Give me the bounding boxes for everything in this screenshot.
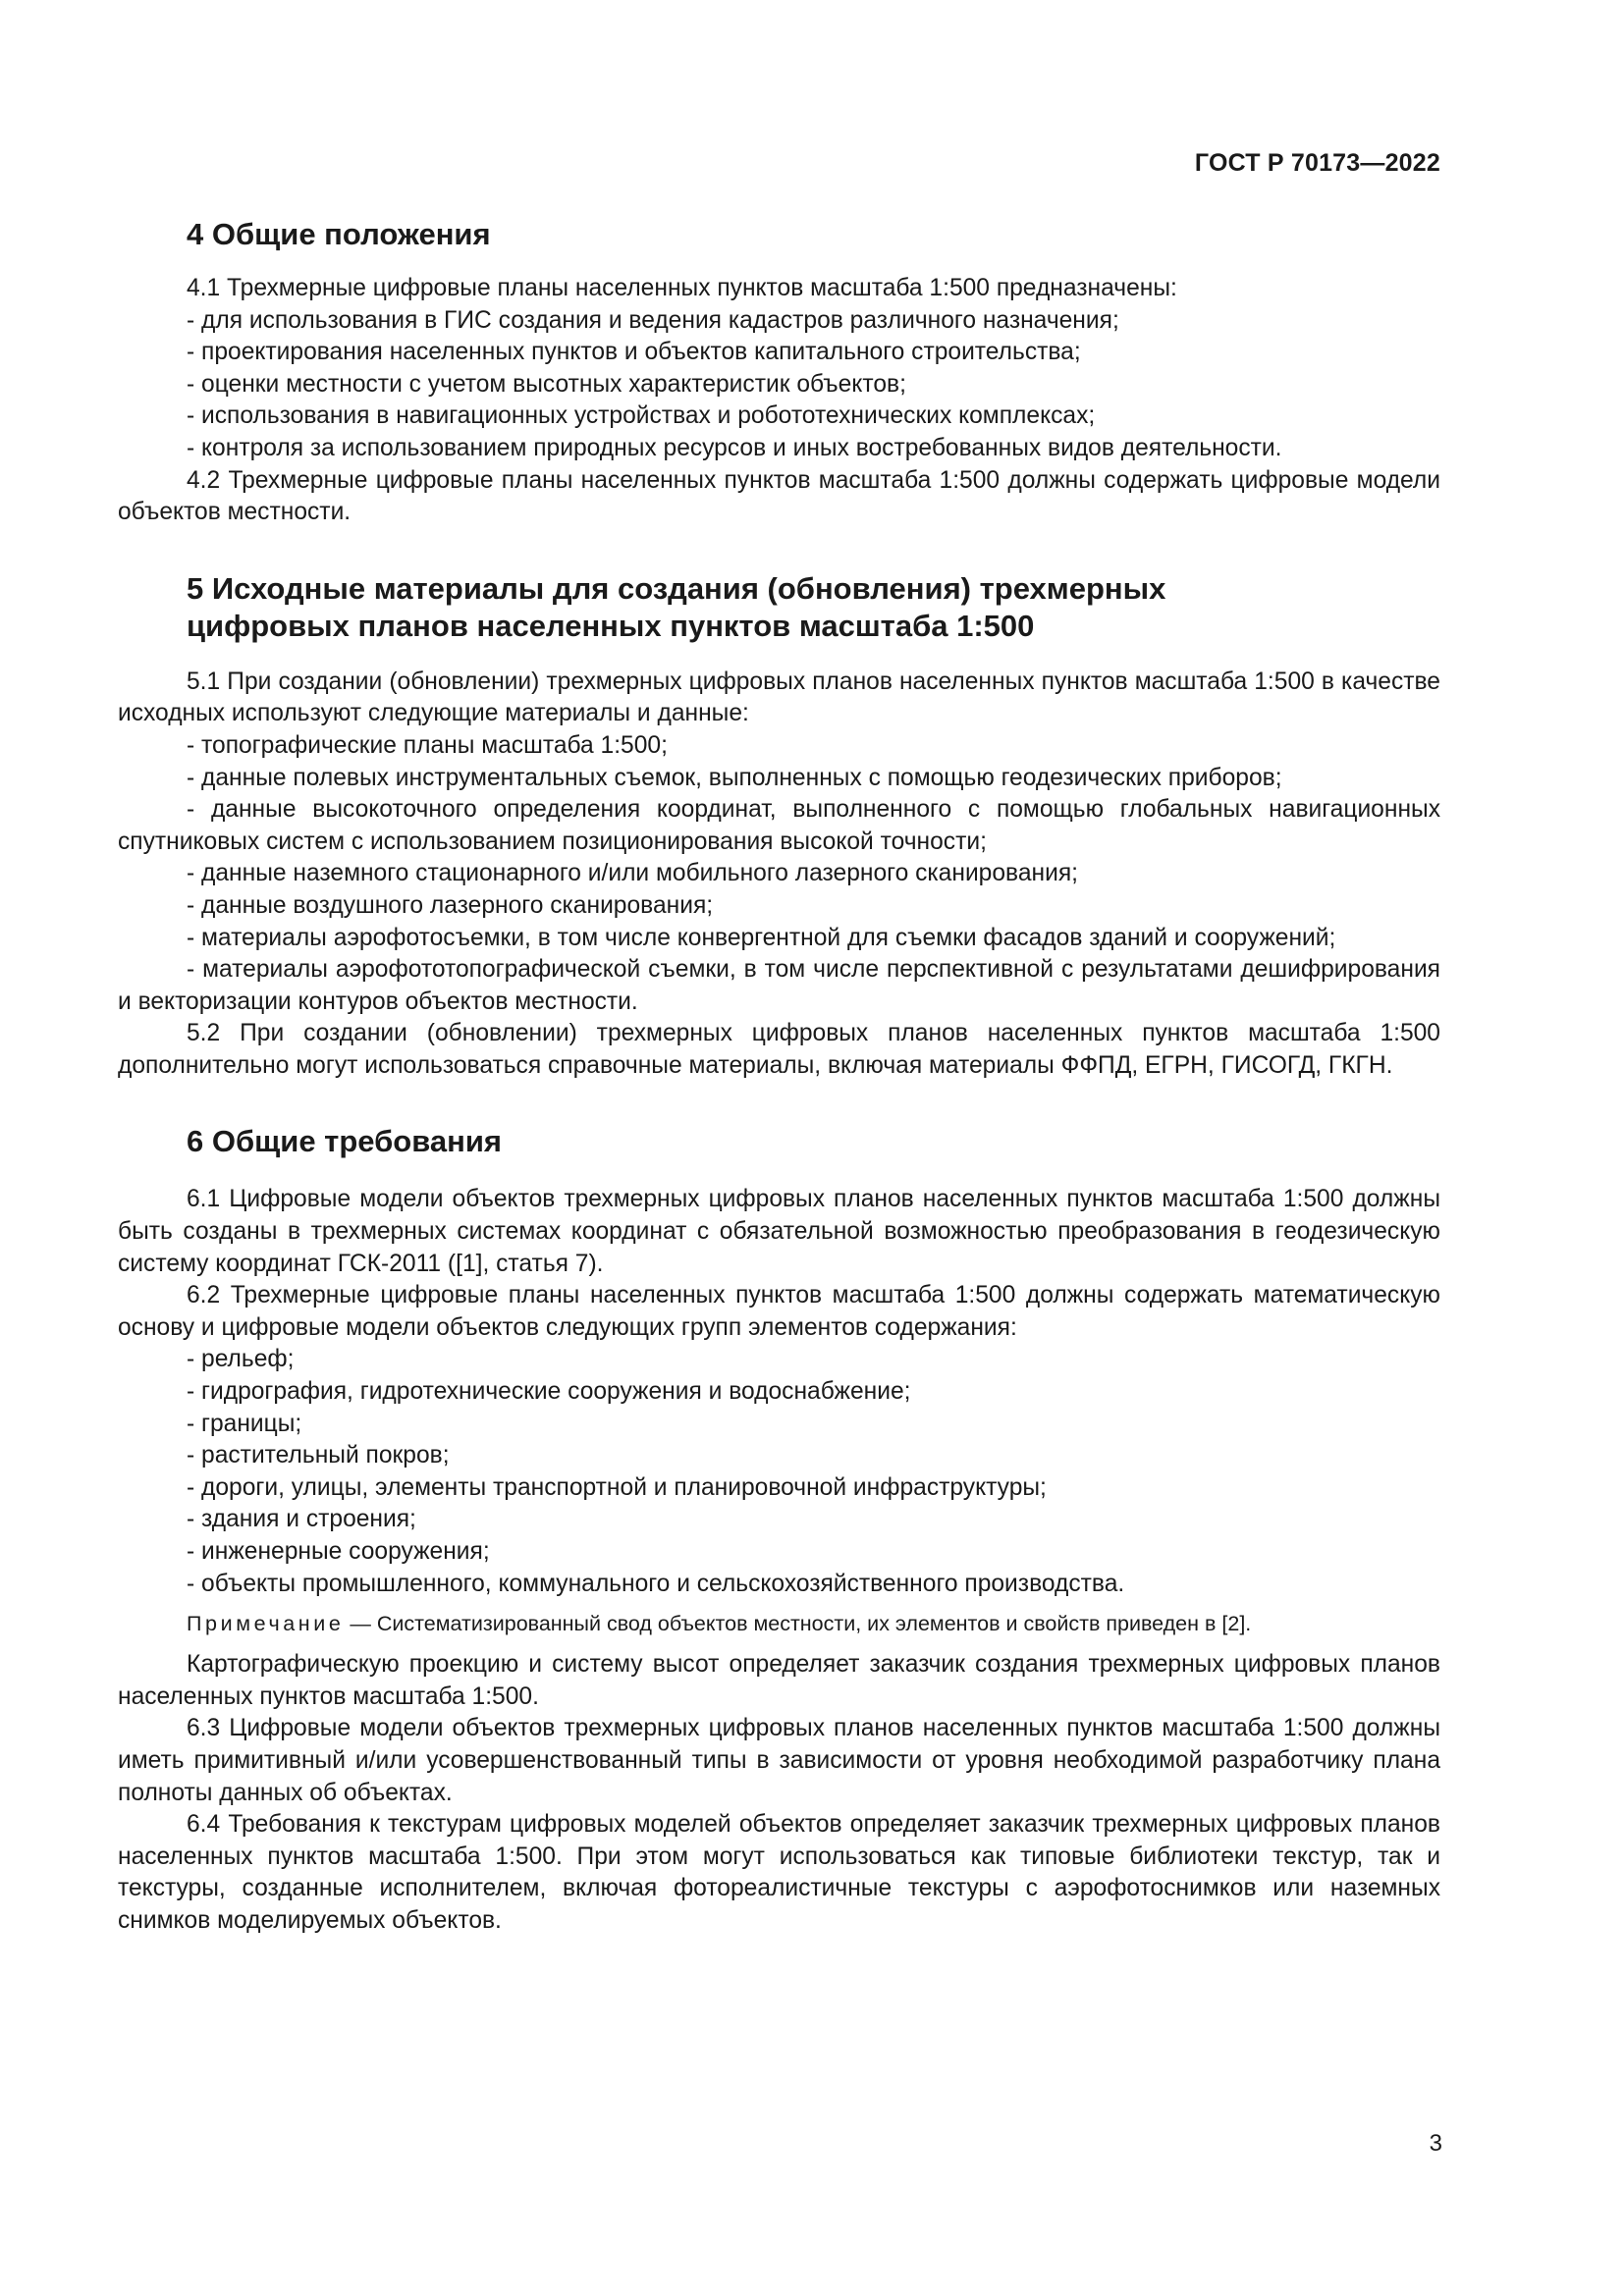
note (118, 1608, 1440, 1639)
list-item: - проектирования населенных пунктов и объектов капитального строительства; (187, 339, 1081, 366)
list-item: - растительный покров; (187, 1442, 450, 1469)
list-item: - оценки местности с учетом высотных характеристик объектов; (187, 370, 906, 398)
page-number: 3 (1429, 2130, 1442, 2157)
document-body (118, 216, 1440, 1938)
list-item: - для использования в ГИС создания и ведения кадастров различного назначения; (187, 306, 1119, 334)
section-5-heading (118, 570, 1440, 645)
list-item: - гидрография, гидротехнические сооружения и водоснабжение; (187, 1378, 911, 1406)
paragraph-projection: Картографическую проекцию и систему высот определяет заказчик создания трехмерных цифровых планов населенных пунктов масштаба 1:500. (118, 1651, 1440, 1710)
section-6-heading: 6 Общие требования (187, 1124, 502, 1159)
section-4-heading: 4 Общие положения (187, 217, 491, 251)
paragraph-6-4: 6.4 Требования к текстурам цифровых моделей объектов определяет заказчик трехмерных цифровых планов населенных пунктов масштаба 1:500. При этом могут использоваться как типовые библиотеки текстур, так и текстуры, созданные исполнителем, включая фотореалистичные текстуры с аэрофотоснимков или наземных снимков моделируемых объектов. (118, 1811, 1440, 1934)
list-item: - данные наземного стационарного и/или мобильного лазерного сканирования; (187, 860, 1078, 887)
list-item: - рельеф; (187, 1346, 295, 1373)
list-item: - материалы аэрофотосъемки, в том числе конвергентной для съемки фасадов зданий и сооружений; (187, 924, 1336, 951)
section-5-heading-line-1: 5 Исходные материалы для создания (обновления) трехмерных (187, 570, 1166, 606)
paragraph-6-1: 6.1 Цифровые модели объектов трехмерных цифровых планов населенных пунктов масштаба 1:500 должны быть созданы в трехмерных системах координат с обязательной возможностью преобразования в геодезическую систему координат ГСК-2011 ([1], статья 7). (118, 1186, 1440, 1277)
paragraph-6-2: 6.2 Трехмерные цифровые планы населенных пунктов масштаба 1:500 должны содержать математическую основу и цифровые модели объектов следующих групп элементов содержания: (118, 1282, 1440, 1341)
list-item: - топографические планы масштаба 1:500; (187, 731, 668, 759)
document-code-header: ГОСТ Р 70173—2022 (1194, 149, 1440, 177)
paragraph-4-2: 4.2 Трехмерные цифровые планы населенных пунктов масштаба 1:500 должны содержать цифровые модели объектов местности. (118, 466, 1440, 526)
note-text: — Систематизированный свод объектов местности, их элементов и свойств приведен в [2]. (344, 1612, 1252, 1636)
paragraph-4-1: 4.1 Трехмерные цифровые планы населенных пунктов масштаба 1:500 предназначены: (187, 275, 1177, 301)
list-item: - данные высокоточного определения координат, выполненного с помощью глобальных навигационных спутниковых систем с использованием позиционирования высокой точности; (118, 796, 1440, 855)
list-item: - данные воздушного лазерного сканирования; (187, 891, 714, 919)
list-item: - контроля за использованием природных ресурсов и иных востребованных видов деятельности. (187, 434, 1282, 461)
paragraph-5-1: 5.1 При создании (обновлении) трехмерных цифровых планов населенных пунктов масштаба 1:500 в качестве исходных используют следующие материалы и данные: (118, 667, 1440, 727)
paragraph-6-3: 6.3 Цифровые модели объектов трехмерных цифровых планов населенных пунктов масштаба 1:500 должны иметь примитивный и/или усовершенствованный типы в зависимости от уровня необходимой разработчику плана полноты данных об объектах. (118, 1715, 1440, 1806)
list-item: - использования в навигационных устройствах и робототехнических комплексах; (187, 402, 1096, 430)
list-item: - данные полевых инструментальных съемок, выполненных с помощью геодезических приборов; (187, 764, 1282, 791)
list-item: - здания и строения; (187, 1506, 416, 1533)
list-item: - границы; (187, 1410, 302, 1437)
paragraph-5-2: 5.2 При создании (обновлении) трехмерных цифровых планов населенных пунктов масштаба 1:500 дополнительно могут использоваться справочные материалы, включая материалы ФФПД, ЕГРН, ГИСОГД, ГКГН. (118, 1020, 1440, 1079)
list-item: - материалы аэрофототопографической съемки, в том числе перспективной с результатами дешифрирования и векторизации контуров объектов местности. (118, 956, 1440, 1015)
note-label: Примечание (187, 1612, 345, 1636)
section-5-heading-line-2: цифровых планов населенных пунктов масштаба 1:500 (187, 608, 1035, 643)
list-item: - дороги, улицы, элементы транспортной и планировочной инфраструктуры; (187, 1473, 1047, 1501)
list-item: - инженерные сооружения; (187, 1538, 490, 1565)
list-item: - объекты промышленного, коммунального и сельскохозяйственного производства. (187, 1570, 1125, 1597)
